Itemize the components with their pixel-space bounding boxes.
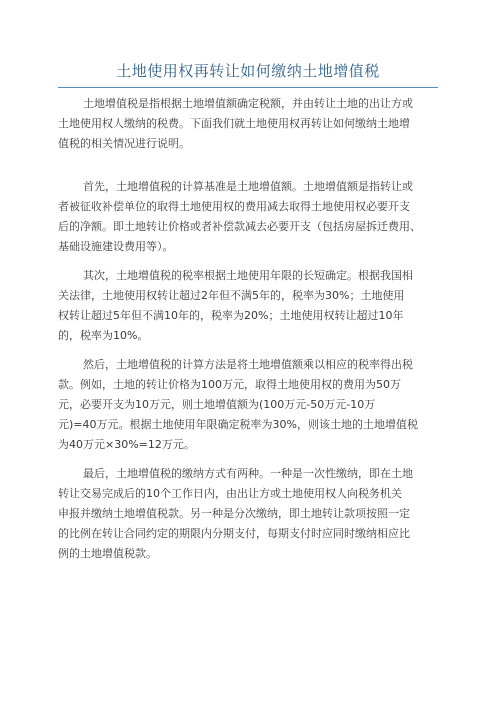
paragraph-line: 关法律，土地使用权转让超过2年但不满5年的，税率为30%；土地使用 (58, 289, 405, 302)
paragraph-line: 基础设施建设费用等）。 (58, 240, 174, 253)
paragraph-line: 申报并缴纳土地增值税款。另一种是分次缴纳，即土地转让款项按照一定 (58, 507, 410, 520)
paragraph-line: 土地增值税是指根据土地增值额确定税额，并由转让土地的出让方或 (83, 97, 413, 110)
paragraph-payment (58, 464, 442, 564)
paragraph-tax-base (58, 177, 442, 257)
paragraph-line: 为40万元×30%=12万元。 (58, 438, 195, 451)
paragraph-line: 者被征收补偿单位的取得土地使用权的费用减去取得土地使用权必要开支 (58, 200, 410, 213)
paragraph-tax-rate (58, 266, 442, 346)
paragraph-line: 后的净额。即土地转让价格或者补偿款减去必要开支（包括房屋拆迁费用、 (58, 220, 421, 233)
paragraph-line: 土地使用权人缴纳的税费。下面我们就土地使用权再转让如何缴纳土地增 (58, 117, 410, 130)
paragraph-line: 转让交易完成后的10个工作日内，由出让方或土地使用权人向税务机关 (58, 487, 402, 500)
paragraph-line: 元)=40万元。根据土地使用年限确定税率为30%，则该土地的土地增值税 (58, 418, 418, 431)
paragraph-line: 元，必要开支为10万元，则土地增值额为(100万元-50万元-10万 (58, 398, 376, 411)
paragraph-intro (58, 94, 442, 154)
paragraph-line: 的比例在转让合同约定的期限内分期支付，每期支付时应同时缴纳相应比 (58, 527, 410, 540)
paragraph-line: 权转让超过5年但不满10年的，税率为20%；土地使用权转让超过10年 (58, 309, 404, 322)
paragraph-line: 然后，土地增值税的计算方法是将土地增值额乘以相应的税率得出税 (83, 358, 413, 371)
paragraph-calculation (58, 355, 442, 455)
paragraph-line: 值税的相关情况进行说明。 (58, 137, 190, 150)
paragraph-line: 的，税率为10%。 (58, 329, 149, 342)
paragraph-line: 款。例如，土地的转让价格为100万元，取得土地使用权的费用为50万 (58, 378, 401, 391)
paragraph-line: 其次，土地增值税的税率根据土地使用年限的长短确定。根据我国相 (83, 269, 413, 282)
paragraph-line: 例的土地增值税款。 (58, 547, 157, 560)
paragraph-line: 首先，土地增值税的计算基准是土地增值额。土地增值额是指转让或 (83, 180, 413, 193)
document-title: 土地使用权再转让如何缴纳土地增值税 (116, 62, 380, 80)
paragraph-line: 最后，土地增值税的缴纳方式有两种。一种是一次性缴纳，即在土地 (83, 467, 413, 480)
title-underline (58, 87, 438, 88)
